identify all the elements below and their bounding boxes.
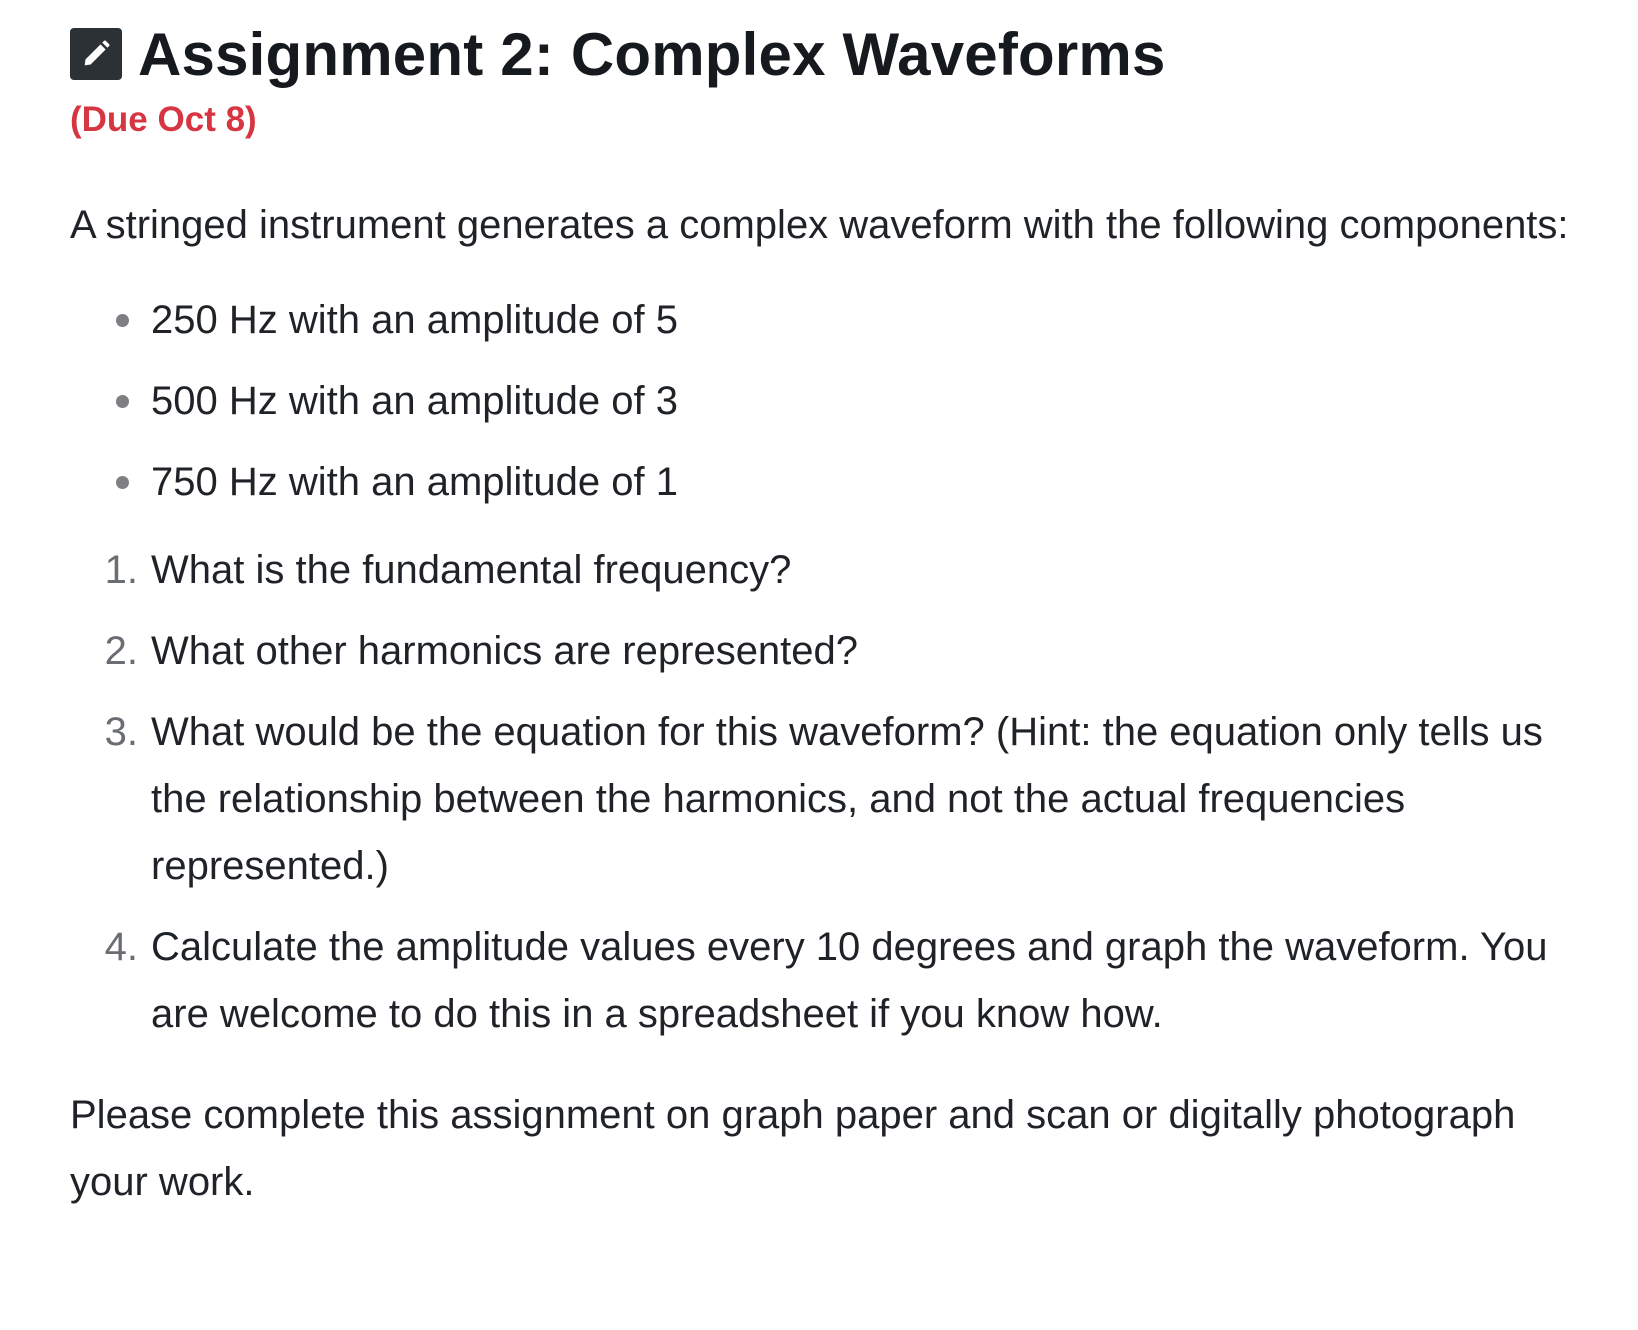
page-title: Assignment 2: Complex Waveforms — [138, 20, 1166, 88]
question-text: What would be the equation for this waveform? (Hint: the equation only tells us the relationship between the harmonics, and not the actual frequencies represented.) — [151, 710, 1543, 888]
question-number: 4. — [104, 925, 138, 969]
question-item — [70, 914, 1590, 1048]
question-text: What is the fundamental frequency? — [151, 548, 792, 592]
list-item-text: 500 Hz with an amplitude of 3 — [151, 379, 678, 423]
list-item — [70, 375, 1590, 427]
question-text: What other harmonics are represented? — [151, 629, 859, 673]
list-item-text: 250 Hz with an amplitude of 5 — [151, 298, 678, 342]
question-number: 3. — [104, 710, 138, 754]
bullet-icon — [116, 476, 129, 489]
closing-paragraph: Please complete this assignment on graph paper and scan or digitally photograph your work. — [70, 1093, 1516, 1204]
list-item-text: 750 Hz with an amplitude of 1 — [151, 460, 678, 504]
title-row — [70, 14, 1590, 94]
list-item — [70, 456, 1590, 508]
list-item — [70, 294, 1590, 346]
due-date: (Due Oct 8) — [70, 100, 257, 139]
question-number: 2. — [104, 629, 138, 673]
question-number: 1. — [104, 548, 138, 592]
edit-icon — [70, 28, 122, 80]
bullet-icon — [116, 314, 129, 327]
component-list — [70, 294, 1590, 508]
question-item — [70, 699, 1590, 900]
bullet-icon — [116, 395, 129, 408]
question-list — [70, 537, 1590, 1048]
intro-paragraph: A stringed instrument generates a complex waveform with the following components: — [70, 203, 1569, 247]
question-item — [70, 537, 1590, 604]
question-item — [70, 618, 1590, 685]
assignment-page — [70, 14, 1590, 1216]
question-text: Calculate the amplitude values every 10 degrees and graph the waveform. You are welcome to do this in a spreadsheet if you know how. — [151, 925, 1548, 1036]
